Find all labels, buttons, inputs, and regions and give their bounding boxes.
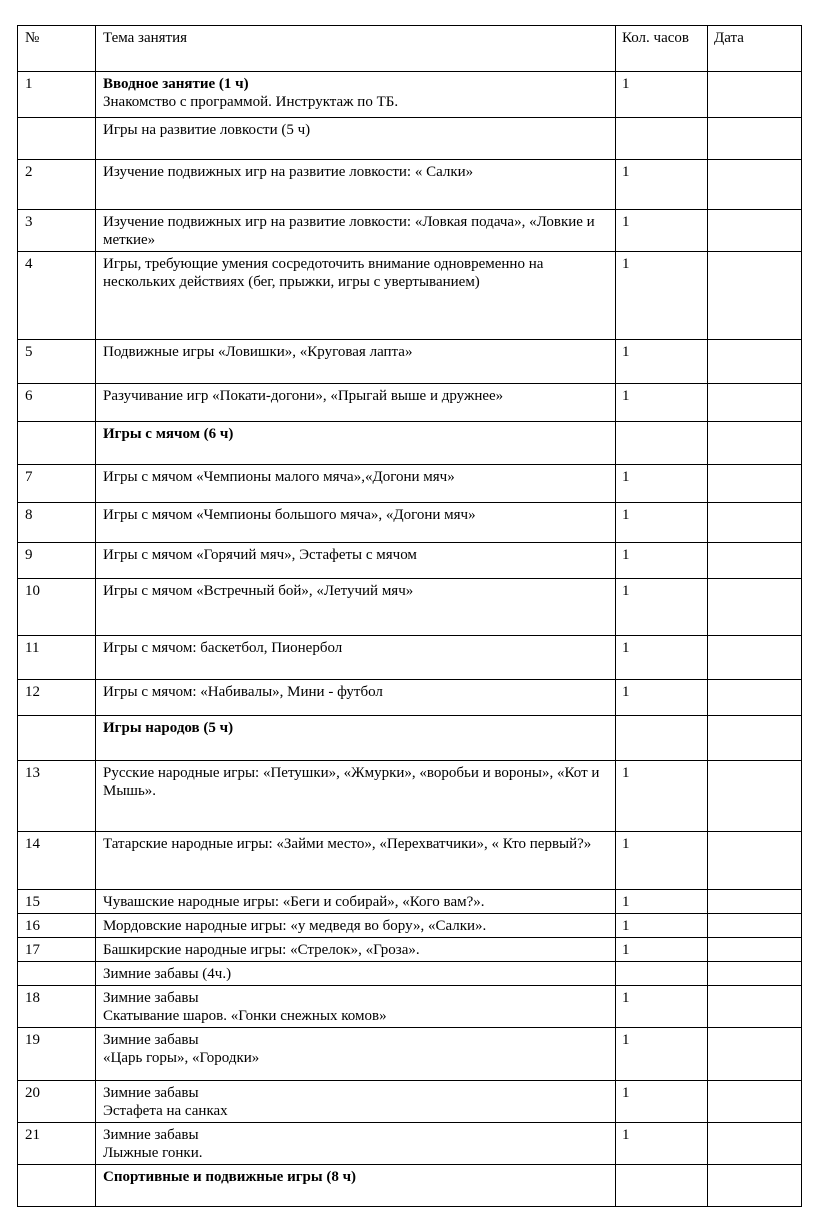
table-row [18, 636, 802, 680]
row-date-cell [708, 340, 802, 384]
row-date-cell [708, 252, 802, 340]
topic-text: Знакомство с программой. Инструктаж по ТБ. [103, 94, 399, 110]
topic-text: Изучение подвижных игр на развитие ловкости: « Салки» [103, 164, 474, 180]
row-date-cell [708, 1165, 802, 1207]
row-number: 12 [25, 684, 40, 700]
row-date-cell [708, 832, 802, 890]
table-row [18, 986, 802, 1028]
row-hours-cell [616, 422, 708, 465]
topic-text: Игры с мячом «Горячий мяч», Эстафеты с мячом [103, 547, 417, 563]
row-hours-cell [616, 761, 708, 832]
topic-subtext: «Царь горы», «Городки» [103, 1050, 260, 1066]
row-number-cell [18, 210, 96, 252]
row-date-cell [708, 1123, 802, 1165]
table-row [18, 503, 802, 543]
table-body [18, 26, 802, 1207]
row-hours-cell [616, 1081, 708, 1123]
row-date-cell [708, 680, 802, 716]
row-hours-cell [616, 1165, 708, 1207]
row-date-cell [708, 1028, 802, 1081]
row-date-cell [708, 422, 802, 465]
row-hours-cell [616, 716, 708, 761]
row-date-cell [708, 579, 802, 636]
row-date-cell [708, 465, 802, 503]
table-row [18, 543, 802, 579]
row-number-cell [18, 543, 96, 579]
row-topic-cell [96, 422, 616, 465]
row-date-cell [708, 986, 802, 1028]
hours-value: 1 [622, 1085, 630, 1101]
topic-text: Башкирские народные игры: «Стрелок», «Гроза». [103, 942, 420, 958]
row-topic-cell [96, 636, 616, 680]
topic-text: Подвижные игры «Ловишки», «Круговая лапта» [103, 344, 413, 360]
section-title: Вводное занятие (1 ч) [103, 76, 249, 92]
table-row [18, 1028, 802, 1081]
table-row [18, 680, 802, 716]
row-date-cell [708, 716, 802, 761]
topic-text: Игры с мячом «Чемпионы большого мяча», «Догони мяч» [103, 507, 476, 523]
row-hours-cell [616, 1028, 708, 1081]
hours-value: 1 [622, 765, 630, 781]
table-row [18, 252, 802, 340]
topic-text: Чувашские народные игры: «Беги и собирай», «Кого вам?». [103, 894, 485, 910]
row-topic-cell [96, 1028, 616, 1081]
row-number-cell [18, 252, 96, 340]
row-number: 7 [25, 469, 33, 485]
row-topic-cell [96, 340, 616, 384]
row-hours-cell [616, 543, 708, 579]
row-hours-cell [616, 465, 708, 503]
row-number-cell [18, 579, 96, 636]
row-topic-cell [96, 832, 616, 890]
topic-text: Зимние забавы [103, 990, 199, 1006]
hours-value: 1 [622, 583, 630, 599]
row-number-cell [18, 384, 96, 422]
topic-text: Игры с мячом: баскетбол, Пионербол [103, 640, 343, 656]
row-topic-cell [96, 543, 616, 579]
row-number-cell [18, 503, 96, 543]
hours-value: 1 [622, 942, 630, 958]
hours-value: 1 [622, 164, 630, 180]
table-row [18, 914, 802, 938]
row-hours-cell [616, 210, 708, 252]
row-topic-cell [96, 503, 616, 543]
hours-value: 1 [622, 344, 630, 360]
row-number: 20 [25, 1085, 40, 1101]
topic-text: Разучивание игр «Покати-догони», «Прыгай выше и дружнее» [103, 388, 504, 404]
hours-value: 1 [622, 1032, 630, 1048]
row-date-cell [708, 160, 802, 210]
hours-value: 1 [622, 894, 630, 910]
row-hours-cell [616, 832, 708, 890]
row-number-cell [18, 1028, 96, 1081]
row-number-cell [18, 680, 96, 716]
hours-value: 1 [622, 76, 630, 92]
table-row [18, 1165, 802, 1207]
row-hours-cell [616, 579, 708, 636]
row-hours-cell [616, 680, 708, 716]
row-topic-cell [96, 938, 616, 962]
row-topic-cell [96, 1081, 616, 1123]
section-title: Игры с мячом (6 ч) [103, 426, 234, 442]
row-topic-cell [96, 72, 616, 118]
table-row [18, 210, 802, 252]
row-number: 9 [25, 547, 33, 563]
row-hours-cell [616, 890, 708, 914]
row-number: 19 [25, 1032, 40, 1048]
topic-subtext: Эстафета на санках [103, 1103, 228, 1119]
row-topic-cell [96, 914, 616, 938]
row-hours-cell [616, 503, 708, 543]
section-title: Спортивные и подвижные игры (8 ч) [103, 1169, 357, 1185]
row-hours-cell [616, 636, 708, 680]
topic-text: Русские народные игры: «Петушки», «Жмурки», «воробьи и вороны», «Кот и Мышь». [103, 765, 600, 799]
row-hours-cell [616, 962, 708, 986]
row-hours-cell [616, 118, 708, 160]
row-topic-cell [96, 680, 616, 716]
row-hours-cell [616, 384, 708, 422]
topic-text: Зимние забавы [103, 1127, 199, 1143]
row-number-cell [18, 72, 96, 118]
row-number-cell [18, 1081, 96, 1123]
col-header-topic: Тема занятия [96, 26, 616, 72]
row-number-cell [18, 340, 96, 384]
row-date-cell [708, 1081, 802, 1123]
row-number-cell [18, 636, 96, 680]
hours-value: 1 [622, 836, 630, 852]
row-topic-cell [96, 986, 616, 1028]
row-topic-cell [96, 1165, 616, 1207]
row-number-cell [18, 1165, 96, 1207]
row-number: 16 [25, 918, 40, 934]
row-date-cell [708, 543, 802, 579]
row-topic-cell [96, 465, 616, 503]
hours-value: 1 [622, 547, 630, 563]
table-row [18, 422, 802, 465]
row-date-cell [708, 210, 802, 252]
table-row [18, 579, 802, 636]
row-number: 1 [25, 76, 33, 92]
table-row [18, 1081, 802, 1123]
col-header-number: № [18, 26, 96, 72]
row-hours-cell [616, 160, 708, 210]
row-number: 14 [25, 836, 40, 852]
topic-text: Зимние забавы [103, 1085, 199, 1101]
topic-text: Игры на развитие ловкости (5 ч) [103, 122, 311, 138]
hours-value: 1 [622, 388, 630, 404]
row-number-cell [18, 716, 96, 761]
lesson-plan-table [17, 25, 802, 1207]
row-hours-cell [616, 986, 708, 1028]
topic-subtext: Скатывание шаров. «Гонки снежных комов» [103, 1008, 387, 1024]
section-title: Игры народов (5 ч) [103, 720, 234, 736]
row-number-cell [18, 422, 96, 465]
topic-text: Игры с мячом «Чемпионы малого мяча»,«Догони мяч» [103, 469, 455, 485]
row-number-cell [18, 890, 96, 914]
row-date-cell [708, 890, 802, 914]
row-date-cell [708, 118, 802, 160]
row-topic-cell [96, 118, 616, 160]
topic-text: Татарские народные игры: «Займи место», «Перехватчики», « Кто первый?» [103, 836, 592, 852]
row-number: 6 [25, 388, 33, 404]
row-hours-cell [616, 252, 708, 340]
row-hours-cell [616, 340, 708, 384]
table-row [18, 72, 802, 118]
col-header-date: Дата [708, 26, 802, 72]
row-date-cell [708, 503, 802, 543]
hours-value: 1 [622, 469, 630, 485]
hours-value: 1 [622, 918, 630, 934]
topic-text: Игры с мячом «Встречный бой», «Летучий мяч» [103, 583, 414, 599]
table-row [18, 384, 802, 422]
hours-value: 1 [622, 640, 630, 656]
row-number-cell [18, 914, 96, 938]
row-number: 2 [25, 164, 33, 180]
row-date-cell [708, 384, 802, 422]
row-date-cell [708, 72, 802, 118]
row-topic-cell [96, 384, 616, 422]
hours-value: 1 [622, 507, 630, 523]
topic-text: Мордовские народные игры: «у медведя во бору», «Салки». [103, 918, 487, 934]
row-number-cell [18, 761, 96, 832]
hours-value: 1 [622, 214, 630, 230]
table-row [18, 465, 802, 503]
row-topic-cell [96, 890, 616, 914]
table-row [18, 890, 802, 914]
row-number-cell [18, 938, 96, 962]
row-number: 4 [25, 256, 33, 272]
row-topic-cell [96, 962, 616, 986]
row-date-cell [708, 938, 802, 962]
hours-value: 1 [622, 1127, 630, 1143]
row-topic-cell [96, 761, 616, 832]
table-row [18, 1123, 802, 1165]
topic-text: Зимние забавы (4ч.) [103, 966, 232, 982]
table-row [18, 118, 802, 160]
row-number-cell [18, 465, 96, 503]
row-topic-cell [96, 252, 616, 340]
row-number: 10 [25, 583, 40, 599]
row-topic-cell [96, 579, 616, 636]
row-date-cell [708, 761, 802, 832]
row-date-cell [708, 914, 802, 938]
table-row [18, 160, 802, 210]
table-row [18, 340, 802, 384]
row-hours-cell [616, 938, 708, 962]
header-row [18, 26, 802, 72]
hours-value: 1 [622, 990, 630, 1006]
row-hours-cell [616, 1123, 708, 1165]
row-number: 13 [25, 765, 40, 781]
row-hours-cell [616, 914, 708, 938]
row-number: 5 [25, 344, 33, 360]
row-number-cell [18, 832, 96, 890]
row-number: 8 [25, 507, 33, 523]
row-date-cell [708, 962, 802, 986]
row-number: 18 [25, 990, 40, 1006]
table-row [18, 832, 802, 890]
hours-value: 1 [622, 256, 630, 272]
hours-value: 1 [622, 684, 630, 700]
table-row [18, 938, 802, 962]
table-row [18, 716, 802, 761]
row-number-cell [18, 962, 96, 986]
row-number: 11 [25, 640, 40, 656]
row-number-cell [18, 1123, 96, 1165]
row-hours-cell [616, 72, 708, 118]
col-header-hours: Кол. часов [616, 26, 708, 72]
topic-text: Игры с мячом: «Набивалы», Мини - футбол [103, 684, 383, 700]
row-number: 17 [25, 942, 40, 958]
row-date-cell [708, 636, 802, 680]
row-topic-cell [96, 716, 616, 761]
topic-text: Игры, требующие умения сосредоточить внимание одновременно на нескольких действиях (бег, прыжки, игры с увертыванием) [103, 256, 544, 290]
topic-text: Изучение подвижных игр на развитие ловкости: «Ловкая подача», «Ловкие и меткие» [103, 214, 595, 248]
row-number-cell [18, 986, 96, 1028]
row-number: 3 [25, 214, 33, 230]
row-number: 21 [25, 1127, 40, 1143]
topic-subtext: Лыжные гонки. [103, 1145, 203, 1161]
row-topic-cell [96, 210, 616, 252]
topic-text: Зимние забавы [103, 1032, 199, 1048]
row-number: 15 [25, 894, 40, 910]
table-row [18, 761, 802, 832]
row-number-cell [18, 118, 96, 160]
table-row [18, 962, 802, 986]
row-topic-cell [96, 1123, 616, 1165]
row-number-cell [18, 160, 96, 210]
row-topic-cell [96, 160, 616, 210]
